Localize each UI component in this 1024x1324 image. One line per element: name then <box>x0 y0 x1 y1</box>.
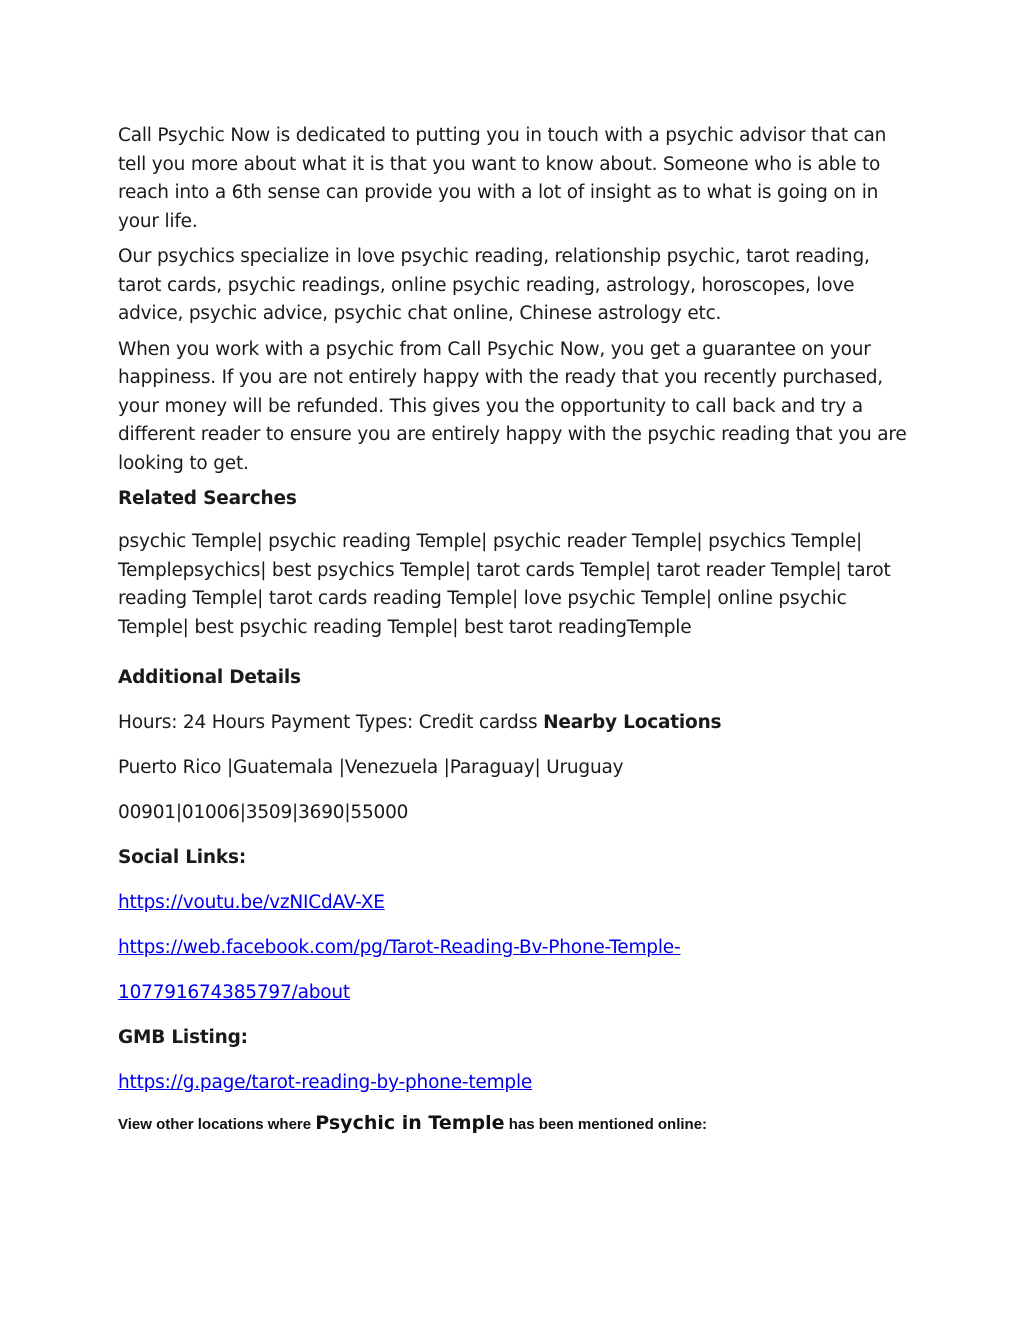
intro-paragraph: Call Psychic Now is dedicated to putting you in touch with a psychic advisor that can tell you more about what it is that you want to know about. Someone who is able to reach into a 6th sense can provide you with a lot of insight as to what is going on in your life. <box>118 125 887 232</box>
specialize-paragraph: Our psychics specialize in love psychic reading, relationship psychic, tarot reading, tarot cards, psychic readings, online psychic reading, astrology, horoscopes, love advice, psychic advice, psychic chat online, Chinese astrology etc. <box>118 246 870 324</box>
footer-suffix: has been mentioned online: <box>504 1116 708 1133</box>
related-searches-heading: Related Searches <box>118 488 297 509</box>
hours-payment-text: Hours: 24 Hours Payment Types: Credit cardss <box>118 712 544 733</box>
additional-details-heading: Additional Details <box>118 667 301 688</box>
gmb-link-line <box>118 1069 908 1097</box>
facebook-link-part1[interactable]: https://web.facebook.com/pg/Tarot-Reading-Bv-Phone-Temple- <box>118 937 681 958</box>
guarantee-paragraph: When you work with a psychic from Call Psychic Now, you get a guarantee on your happiness. If you are not entirely happy with the ready that you recently purchased, your money will be refunded. This gives you the opportunity to call back and try a different reader to ensure you are entirely happy with the psychic reading that you are looking to get. <box>118 338 907 474</box>
footer-highlight: Psychic in Temple <box>315 1112 505 1134</box>
facebook-link-part2[interactable]: 107791674385797/about <box>118 982 350 1003</box>
locations-line: Puerto Rico |Guatemala |Venezuela |Paraguay| Uruguay <box>118 757 624 778</box>
footer-prefix: View other locations where <box>118 1116 316 1133</box>
document-page <box>118 122 908 1149</box>
youtube-link-line <box>118 889 908 917</box>
footer-mention-line <box>118 1112 908 1134</box>
facebook-link-line-1 <box>118 934 908 962</box>
nearby-locations-label: Nearby Locations <box>543 712 722 733</box>
zipcodes-line: 00901|01006|3509|3690|55000 <box>118 802 409 823</box>
youtube-link[interactable]: https://voutu.be/vzNICdAV-XE <box>118 892 385 913</box>
gmb-link[interactable]: https://g.page/tarot-reading-by-phone-temple <box>118 1072 533 1093</box>
social-links-heading: Social Links: <box>118 847 247 868</box>
facebook-link-line-2 <box>118 979 908 1007</box>
hours-payment-line <box>118 709 908 737</box>
gmb-listing-heading: GMB Listing: <box>118 1027 248 1048</box>
related-searches-text: psychic Temple| psychic reading Temple| psychic reader Temple| psychics Temple| Templepsychics| best psychics Temple| tarot cards Temple| tarot reader Temple| tarot reading Temple| tarot cards reading Temple| love psychic Temple| online psychic Temple| best psychic reading Temple| best tarot readingTemple <box>118 531 891 638</box>
